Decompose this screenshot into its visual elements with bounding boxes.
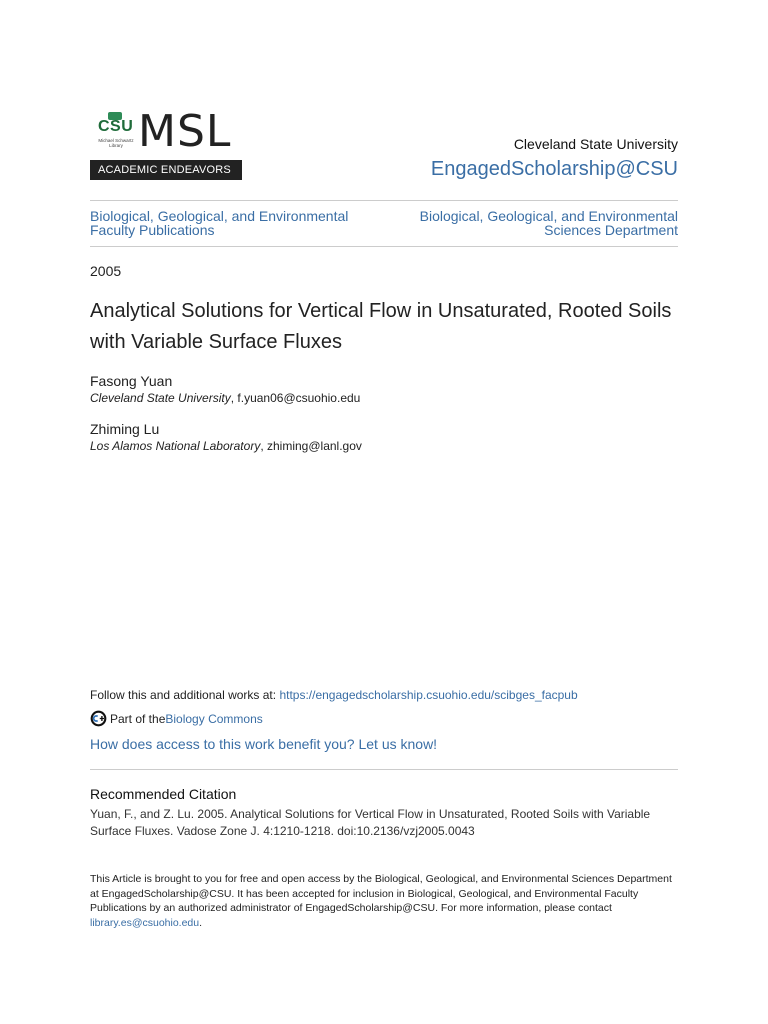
collection-link-department[interactable]: Biological, Geological, and Environmental Sciences Department <box>419 208 678 238</box>
citation-heading: Recommended Citation <box>90 786 237 802</box>
citation-text: Yuan, F., and Z. Lu. 2005. Analytical Solutions for Vertical Flow in Unsaturated, Rooted Soils with Variable Surface Fluxes. Vadose Zone J. 4:1210-1218. doi:10.2136/vzj2005.0043 <box>90 807 651 838</box>
repository-link[interactable]: EngagedScholarship@CSU <box>430 158 678 180</box>
collection-link-faculty-publications[interactable]: Biological, Geological, and Environmental Faculty Publications <box>90 208 349 238</box>
divider <box>90 769 678 770</box>
institution-name: Cleveland State University <box>513 136 678 152</box>
author-email: , f.yuan06@csuohio.edu <box>230 391 361 405</box>
author-affiliation <box>90 391 360 405</box>
access-feedback-link[interactable]: How does access to this work benefit you? Let us know! <box>90 736 438 752</box>
divider <box>90 200 678 201</box>
access-notice <box>90 872 680 930</box>
msl-logo-text: MSL <box>138 106 232 157</box>
csu-logo <box>94 112 136 158</box>
author-name: Fasong Yuan <box>90 373 173 389</box>
author-name: Zhiming Lu <box>90 421 160 437</box>
part-of-line <box>90 710 263 727</box>
author-email: , zhiming@lanl.gov <box>260 439 362 453</box>
notice-text: This Article is brought to you for free and open access by the Biological, Geological, and Environmental Sciences Department at EngagedScholarship@CSU. It has been accepted for inclusion in Biological, Geological, and Environmental Faculty Publications by an authorized administrator of EngagedScholarship@CSU. For more information, please contact <box>90 873 672 914</box>
biology-commons-link[interactable]: Biology Commons <box>165 711 263 726</box>
follow-url-link[interactable]: https://engagedscholarship.csuohio.edu/scibges_facpub <box>279 688 578 702</box>
creative-commons-icon <box>90 710 107 727</box>
contact-email-link[interactable]: library.es@csuohio.edu <box>90 916 200 929</box>
publication-year: 2005 <box>90 263 122 279</box>
follow-prefix: Follow this and additional works at: <box>90 688 280 702</box>
divider <box>90 246 678 247</box>
csu-logo-subtext: Michael Schwartz Library <box>98 138 134 148</box>
csu-logo-text: CSU <box>98 118 134 135</box>
affiliation-institution: Los Alamos National Laboratory <box>90 439 261 453</box>
logo-tagline: ACADEMIC ENDEAVORS <box>90 160 242 180</box>
part-of-prefix: Part of the <box>110 711 166 726</box>
affiliation-institution: Cleveland State University <box>90 391 231 405</box>
paper-title: Analytical Solutions for Vertical Flow in Unsaturated, Rooted Soils with Variable Surface Fluxes <box>90 300 672 353</box>
msl-logo <box>90 106 242 182</box>
notice-end: . <box>199 916 203 929</box>
follow-line <box>90 688 578 702</box>
author-affiliation <box>90 439 362 453</box>
